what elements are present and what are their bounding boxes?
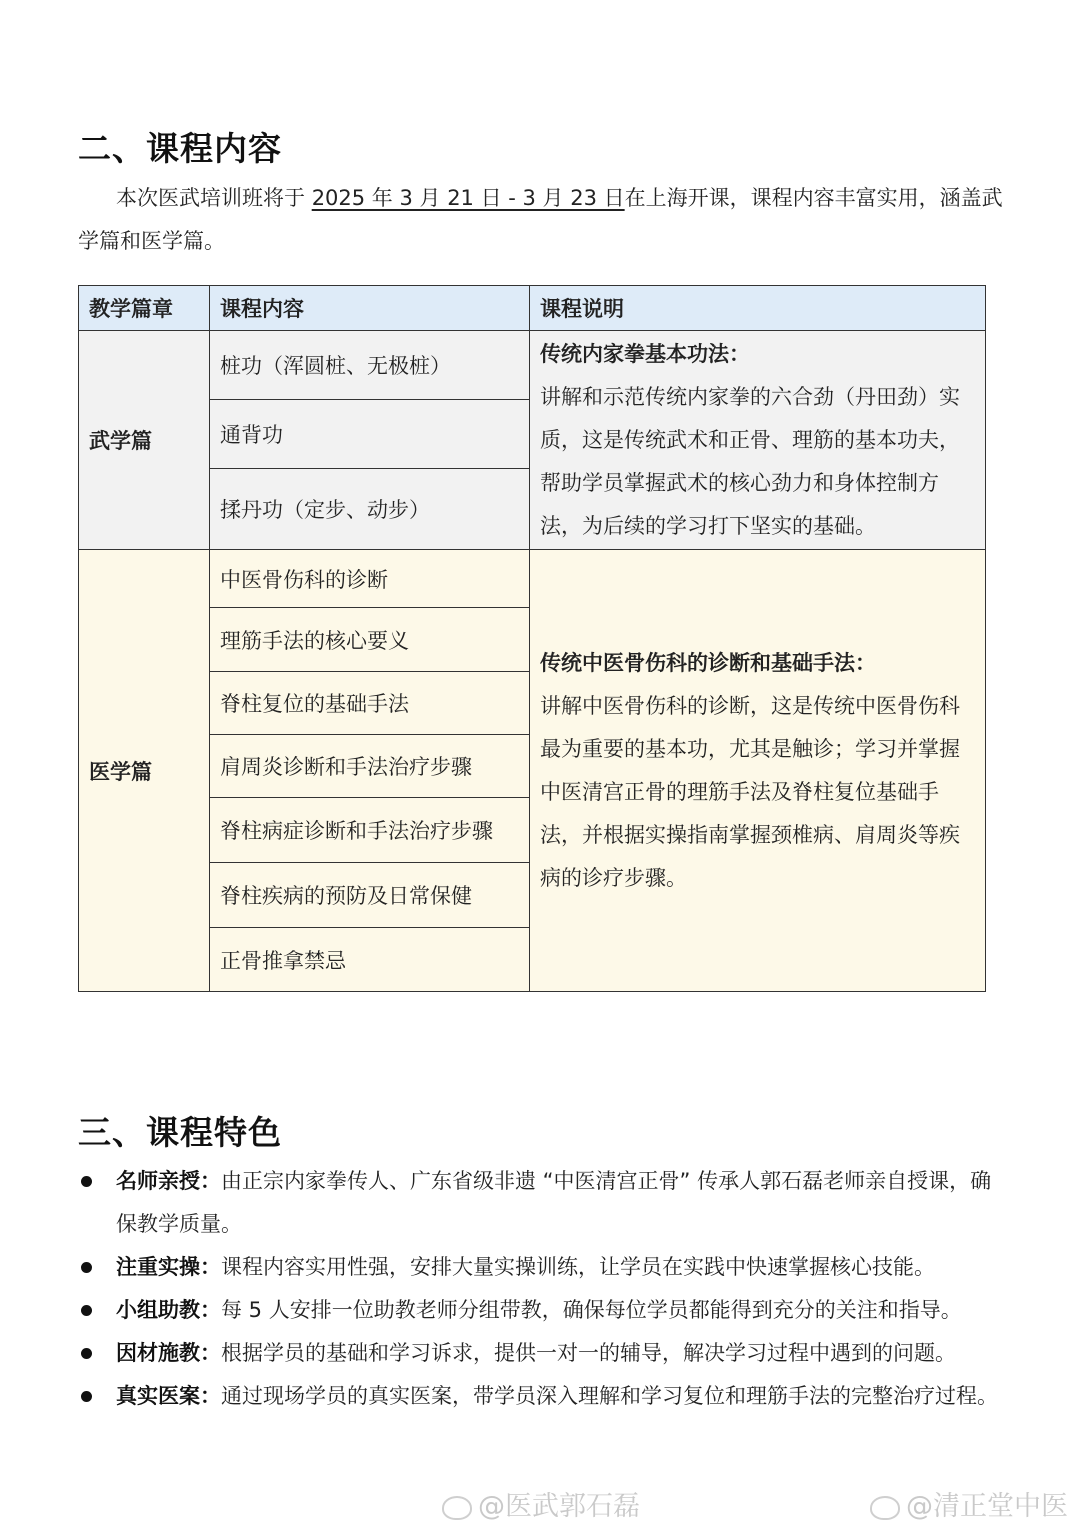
desc-yi-title: 传统中医骨伤科的诊断和基础手法： — [540, 650, 876, 675]
weibo-icon — [870, 1496, 900, 1520]
course-item: 正骨推拿禁忌 — [210, 928, 530, 992]
course-item: 中医骨伤科的诊断 — [210, 550, 530, 608]
header-content: 课程内容 — [210, 286, 530, 331]
desc-wu-title: 传统内家拳基本功法： — [540, 341, 750, 366]
feature-text: 课程内容实用性强，安排大量实操训练，让学员在实践中快速掌握核心技能。 — [221, 1255, 935, 1279]
header-desc: 课程说明 — [530, 286, 986, 331]
feature-label: 注重实操： — [116, 1255, 221, 1279]
feature-text: 根据学员的基础和学习诉求，提供一对一的辅导，解决学习过程中遇到的问题。 — [221, 1341, 956, 1365]
list-item — [78, 1289, 1008, 1332]
watermark-2: @清正堂中医 — [870, 1484, 1068, 1523]
course-item: 桩功（浑圆桩、无极桩） — [210, 331, 530, 400]
course-dates: 2025 年 3 月 21 日 - 3 月 23 日 — [311, 186, 625, 210]
list-item — [78, 1160, 1008, 1246]
course-table — [78, 285, 986, 992]
bullet-icon — [81, 1348, 92, 1359]
feature-text: 通过现场学员的真实医案，带学员深入理解和学习复位和理筋手法的完整治疗过程。 — [221, 1384, 998, 1408]
table-header-row — [79, 286, 986, 331]
course-item: 脊柱病症诊断和手法治疗步骤 — [210, 798, 530, 863]
list-item — [78, 1375, 1008, 1418]
section3-title: 三、课程特色 — [78, 1113, 282, 1152]
course-intro: 本次医武培训班将于 2025 年 3 月 21 日 - 3 月 23 日在上海开课，课程内容丰富实用，涵盖武学篇和医学篇。 — [78, 186, 1003, 253]
weibo-icon — [442, 1496, 472, 1520]
table-row — [79, 550, 986, 608]
chapter-wu: 武学篇 — [79, 331, 210, 550]
chapter-yi: 医学篇 — [79, 550, 210, 992]
course-item: 肩周炎诊断和手法治疗步骤 — [210, 735, 530, 798]
feature-list — [78, 1160, 1008, 1418]
table-row — [79, 331, 986, 400]
feature-label: 因材施教： — [116, 1341, 221, 1365]
list-item — [78, 1246, 1008, 1289]
course-item: 理筋手法的核心要义 — [210, 608, 530, 672]
desc-yi — [530, 550, 986, 992]
feature-label: 真实医案： — [116, 1384, 221, 1408]
watermark-1: @医武郭石磊 — [442, 1484, 640, 1523]
course-item: 揉丹功（定步、动步） — [210, 469, 530, 550]
feature-label: 小组助教： — [116, 1298, 221, 1322]
course-item: 脊柱疾病的预防及日常保健 — [210, 863, 530, 928]
header-chapter: 教学篇章 — [79, 286, 210, 331]
course-item: 脊柱复位的基础手法 — [210, 672, 530, 735]
desc-yi-body: 讲解中医骨伤科的诊断，这是传统中医骨伤科最为重要的基本功，尤其是触诊；学习并掌握中医清宫正骨的理筋手法及脊柱复位基础手法，并根据实操指南掌握颈椎病、肩周炎等疾病的诊疗步骤。 — [540, 693, 960, 890]
section2-title: 二、课程内容 — [78, 129, 282, 168]
course-item: 通背功 — [210, 400, 530, 469]
list-item — [78, 1332, 1008, 1375]
bullet-icon — [81, 1262, 92, 1273]
feature-label: 名师亲授： — [116, 1169, 221, 1193]
bullet-icon — [81, 1305, 92, 1316]
desc-wu-body: 讲解和示范传统内家拳的六合劲（丹田劲）实质，这是传统武术和正骨、理筋的基本功夫，帮助学员掌握武术的核心劲力和身体控制方法，为后续的学习打下坚实的基础。 — [540, 384, 960, 538]
feature-text: 每 5 人安排一位助教老师分组带教，确保每位学员都能得到充分的关注和指导。 — [221, 1298, 962, 1322]
feature-text: 由正宗内家拳传人、广东省级非遗 “中医清宫正骨” 传承人郭石磊老师亲自授课，确保教学质量。 — [116, 1169, 992, 1236]
desc-wu — [530, 331, 986, 550]
bullet-icon — [81, 1391, 92, 1402]
bullet-icon — [81, 1176, 92, 1187]
